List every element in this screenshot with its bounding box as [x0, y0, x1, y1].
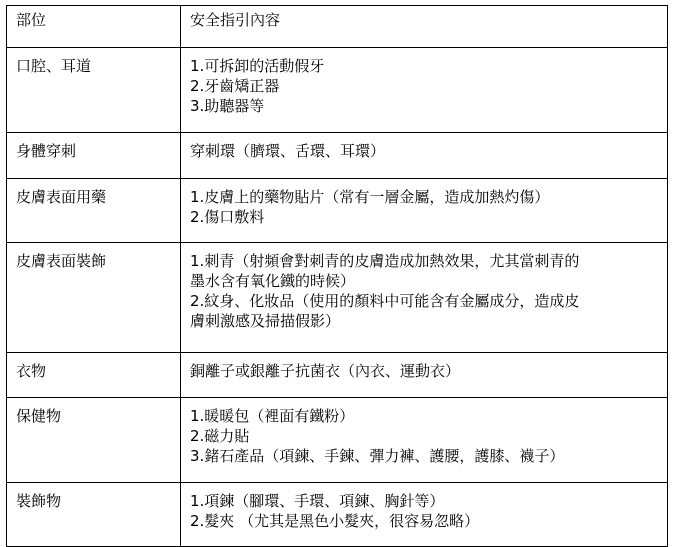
guideline-cell: [181, 243, 668, 353]
safety-guideline-table: [6, 5, 668, 547]
guideline-line: 1.項鍊（腳環、手環、項鍊、胸針等）: [190, 492, 445, 510]
guideline-cell: [181, 133, 668, 179]
guideline-line: 2.紋身、化妝品（使用的顏料中可能含有金屬成分，造成皮: [190, 292, 580, 310]
guideline-line: 1.刺青（射頻會對刺青的皮膚造成加熱效果，尤其當刺青的: [190, 252, 580, 270]
guideline-cell: [181, 483, 668, 547]
part-cell: 身體穿刺: [7, 133, 181, 179]
guideline-line: 1.皮膚上的藥物貼片（常有一層金屬，造成加熱灼傷）: [190, 188, 550, 206]
part-cell: 衣物: [7, 353, 181, 398]
guideline-line: 2.髮夾 （尤其是黑色小髮夾，很容易忽略）: [190, 512, 480, 530]
table-row: [7, 353, 668, 398]
table-row: [7, 243, 668, 353]
table-row: [7, 48, 668, 133]
guideline-cell: [181, 398, 668, 483]
header-cell-guideline: 安全指引內容: [181, 6, 668, 48]
guideline-line: 穿刺環（臍環、舌環、耳環）: [190, 142, 386, 160]
guideline-line: 銅離子或銀離子抗菌衣（內衣、運動衣）: [190, 362, 461, 380]
table-row: [7, 483, 668, 547]
part-cell: 裝飾物: [7, 483, 181, 547]
guideline-line: 1.可拆卸的活動假牙: [190, 57, 325, 75]
guideline-line: 2.傷口敷料: [190, 208, 265, 226]
table-row: [7, 133, 668, 179]
table-row: [7, 179, 668, 243]
table-header-row: [7, 6, 668, 48]
guideline-line: 墨水含有氧化鐵的時候）: [190, 272, 356, 290]
header-cell-part: 部位: [7, 6, 181, 48]
guideline-cell: [181, 179, 668, 243]
part-cell: 保健物: [7, 398, 181, 483]
guideline-line: 膚刺激感及掃描假影）: [190, 312, 341, 330]
guideline-cell: [181, 353, 668, 398]
guideline-line: 1.暖暖包（裡面有鐵粉）: [190, 407, 355, 425]
table-row: [7, 398, 668, 483]
part-cell: 口腔、耳道: [7, 48, 181, 133]
guideline-line: 3.鍺石產品（項鍊、手鍊、彈力褲、護腰，護膝、襪子）: [190, 447, 565, 465]
part-cell: 皮膚表面裝飾: [7, 243, 181, 353]
guideline-line: 2.磁力貼: [190, 427, 250, 445]
guideline-line: 2.牙齒矯正器: [190, 77, 280, 95]
part-cell: 皮膚表面用藥: [7, 179, 181, 243]
guideline-line: 3.助聽器等: [190, 97, 265, 115]
guideline-cell: [181, 48, 668, 133]
